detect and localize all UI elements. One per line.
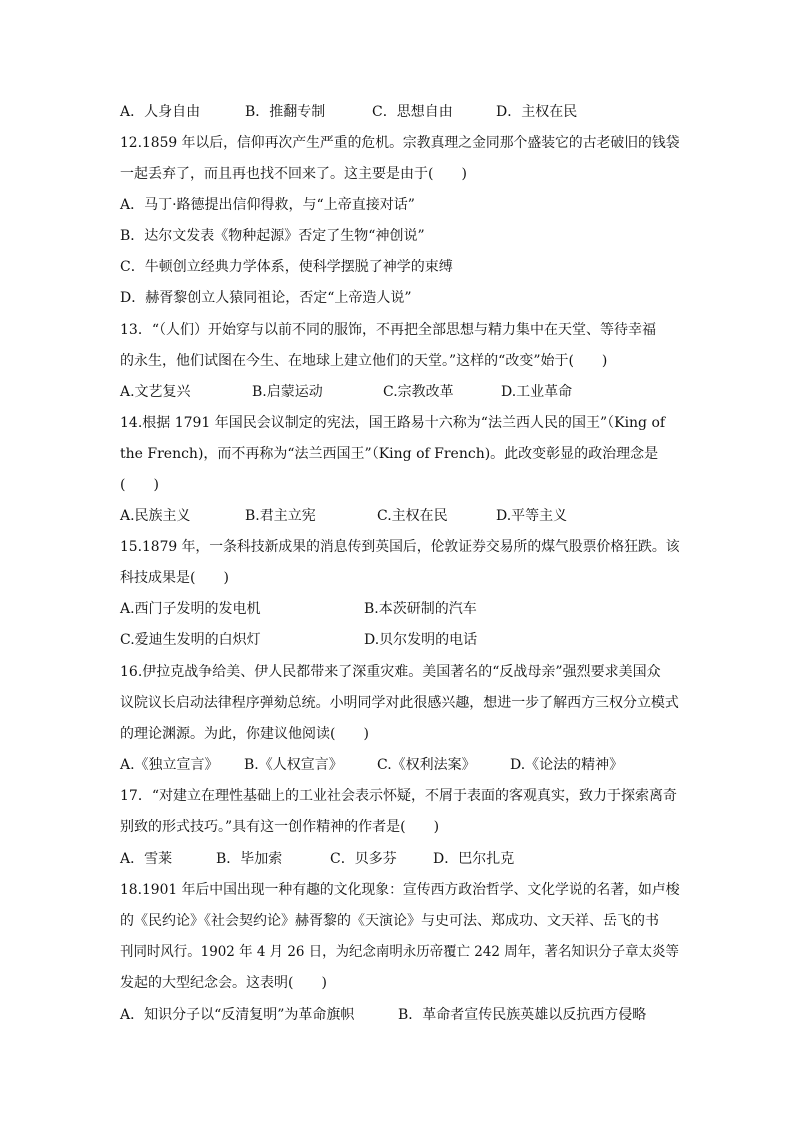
q12-stem-line-2: 一起丢弃了，而且再也找不回来了。这主要是由于( ) xyxy=(120,166,467,182)
q12-stem-line-1: 12.1859 年以后，信仰再次产生严重的危机。宗教真理之金同那个盛装它的古老破旧的钱袋 xyxy=(120,135,680,151)
q16-stem-line-3: 的理论渊源。为此，你建议他阅读( ) xyxy=(120,726,369,742)
q13-option-d: D.工业革命 xyxy=(501,384,573,400)
q11-option-b: B．推翻专制 xyxy=(245,104,326,120)
q13-option-b: B.启蒙运动 xyxy=(252,384,323,400)
q16-option-a: A.《独立宣言》 xyxy=(120,757,219,773)
q15-stem-line-1: 15.1879 年，一条科技新成果的消息传到英国后，伦敦证券交易所的煤气股票价格狂跌。该 xyxy=(120,539,680,555)
q18-option-b: B．革命者宣传民族英雄以反抗西方侵略 xyxy=(398,1007,647,1023)
q15-option-a: A.西门子发明的发电机 xyxy=(120,601,261,617)
q13-option-a: A.文艺复兴 xyxy=(120,384,191,400)
q14-stem-line-2: the French)，而不再称为“法兰西国王”（King of French)。此改变彰显的政治理念是 xyxy=(120,446,659,462)
q18-stem-line-1: 18.1901 年后中国出现一种有趣的文化现象：宣传西方政治哲学、文化学说的名著，如卢梭 xyxy=(120,882,680,898)
q15-option-b: B.本茨研制的汽车 xyxy=(364,601,477,617)
q12-option-b: B．达尔文发表《物种起源》否定了生物“神创说” xyxy=(120,228,425,244)
q13-stem-line-1: 13．“（人们）开始穿与以前不同的服饰，不再把全部思想与精力集中在天堂、等待幸福 xyxy=(120,322,656,338)
q16-option-d: D.《论法的精神》 xyxy=(510,757,624,773)
q17-option-b: B．毕加索 xyxy=(216,851,283,867)
q14-stem-line-1: 14.根据 1791 年国民会议制定的宪法，国王路易十六称为“法兰西人民的国王”（King of xyxy=(120,415,666,431)
q17-option-c: C．贝多芬 xyxy=(330,851,397,867)
q17-option-a: A．雪莱 xyxy=(120,851,173,867)
q15-option-c: C.爱迪生发明的白炽灯 xyxy=(120,632,261,648)
q11-option-d: D．主权在民 xyxy=(496,104,578,120)
q12-option-c: C．牛顿创立经典力学体系，使科学摆脱了神学的束缚 xyxy=(120,259,453,275)
q16-option-b: B.《人权宣言》 xyxy=(244,757,343,773)
q14-option-b: B.君主立宪 xyxy=(245,508,316,524)
q14-option-a: A.民族主义 xyxy=(120,508,191,524)
q17-stem-line-1: 17．“对建立在理性基础上的工业社会表示怀疑，不屑于表面的客观真实，致力于探索离奇 xyxy=(120,788,677,804)
q16-stem-line-2: 议院议长启动法律程序弹劾总统。小明同学对此很感兴趣，想进一步了解西方三权分立模式 xyxy=(120,695,679,711)
q12-option-a: A．马丁·路德提出信仰得救，与“上帝直接对话” xyxy=(120,197,415,213)
q14-option-d: D.平等主义 xyxy=(496,508,568,524)
q13-option-c: C.宗教改革 xyxy=(383,384,454,400)
q14-stem-line-3: ( ) xyxy=(120,477,159,493)
q16-stem-line-1: 16.伊拉克战争给美、伊人民都带来了深重灾难。美国著名的“反战母亲”强烈要求美国众 xyxy=(120,664,661,680)
q14-option-c: C.主权在民 xyxy=(377,508,448,524)
q18-stem-line-4: 发起的大型纪念会。这表明( ) xyxy=(120,975,327,991)
q13-stem-line-2: 的永生，他们试图在今生、在地球上建立他们的天堂。”这样的“改变”始于( ) xyxy=(120,353,608,369)
q15-stem-line-2: 科技成果是( ) xyxy=(120,570,229,586)
q18-stem-line-2: 的《民约论》《社会契约论》赫胥黎的《天演论》与史可法、郑成功、文天祥、岳飞的书 xyxy=(120,913,659,929)
q17-option-d: D．巴尔扎克 xyxy=(433,851,515,867)
q11-option-a: A．人身自由 xyxy=(120,104,201,120)
q12-option-d: D．赫胥黎创立人猿同祖论，否定“上帝造人说” xyxy=(120,290,412,306)
q11-option-c: C．思想自由 xyxy=(372,104,453,120)
q18-option-a: A．知识分子以“反清复明”为革命旗帜 xyxy=(120,1007,355,1023)
q16-option-c: C.《权利法案》 xyxy=(377,757,476,773)
q17-stem-line-2: 别致的形式技巧。”具有这一创作精神的作者是( ) xyxy=(120,819,440,835)
q18-stem-line-3: 刊同时风行。1902 年 4 月 26 日，为纪念南明永历帝覆亡 242 周年，著名知识分子章太炎等 xyxy=(120,944,679,960)
q15-option-d: D.贝尔发明的电话 xyxy=(364,632,478,648)
